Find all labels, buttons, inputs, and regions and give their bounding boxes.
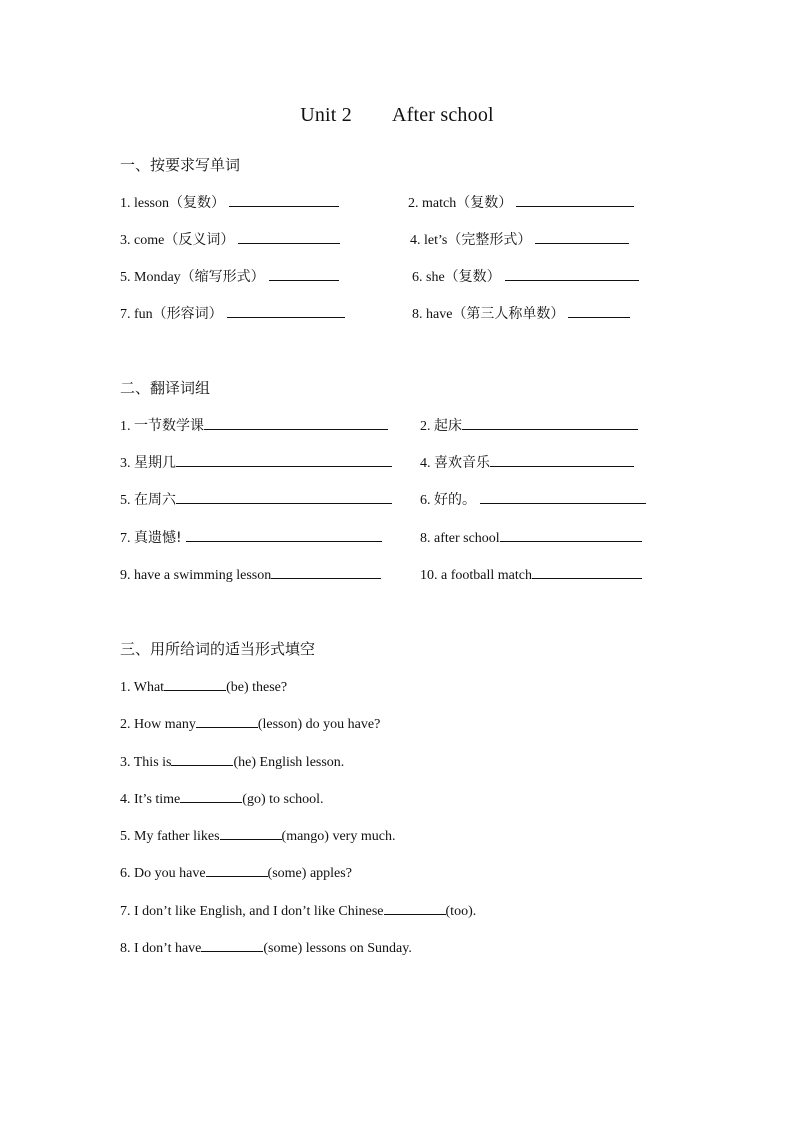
answer-blank[interactable] xyxy=(516,192,634,207)
answer-blank[interactable] xyxy=(480,489,646,504)
answer-blank[interactable] xyxy=(269,266,339,281)
answer-blank[interactable] xyxy=(180,788,242,803)
s3-item-7: 7. I don’t like English, and I don’t like Chinese (too). xyxy=(120,900,476,921)
s3-item-4: 4. It’s time (go) to school. xyxy=(120,788,324,809)
answer-blank[interactable] xyxy=(186,527,382,542)
s2-item-4: 4. 喜欢音乐 xyxy=(420,452,634,473)
s3-item-5: 5. My father likes (mango) very much. xyxy=(120,825,395,846)
answer-blank[interactable] xyxy=(462,415,638,430)
s2-item-5: 5. 在周六 xyxy=(120,489,392,510)
s2-item-2: 2. 起床 xyxy=(420,415,638,436)
s3-item-3: 3. This is (he) English lesson. xyxy=(120,751,344,772)
answer-blank[interactable] xyxy=(220,825,282,840)
s1-item-7: 7. fun（形容词） xyxy=(120,303,345,324)
s2-item-1: 1. 一节数学课 xyxy=(120,415,388,436)
answer-blank[interactable] xyxy=(500,527,642,542)
answer-blank[interactable] xyxy=(229,192,339,207)
s1-item-5: 5. Monday（缩写形式） xyxy=(120,266,339,287)
s1-item-1: 1. lesson（复数） xyxy=(120,192,339,213)
s2-item-7: 7. 真遗憾! xyxy=(120,527,382,548)
answer-blank[interactable] xyxy=(164,676,226,691)
s2-item-3: 3. 星期几 xyxy=(120,452,392,473)
answer-blank[interactable] xyxy=(206,862,268,877)
unit-number: Unit 2 xyxy=(300,104,352,126)
s3-item-2: 2. How many (lesson) do you have? xyxy=(120,713,380,734)
answer-blank[interactable] xyxy=(490,452,634,467)
s1-item-2: 2. match（复数） xyxy=(408,192,634,213)
unit-name: After school xyxy=(391,104,494,126)
s2-item-9: 9. have a swimming lesson xyxy=(120,564,381,585)
s3-item-6: 6. Do you have (some) apples? xyxy=(120,862,352,883)
answer-blank[interactable] xyxy=(568,303,630,318)
answer-blank[interactable] xyxy=(505,266,639,281)
section-3-heading: 三、用所给词的适当形式填空 xyxy=(120,640,316,658)
page-title xyxy=(0,104,794,127)
answer-blank[interactable] xyxy=(271,564,381,579)
answer-blank[interactable] xyxy=(171,751,233,766)
section-2-heading: 二、翻译词组 xyxy=(120,379,211,397)
s1-item-6: 6. she（复数） xyxy=(412,266,639,287)
answer-blank[interactable] xyxy=(176,489,392,504)
s2-item-8: 8. after school xyxy=(420,527,642,548)
s1-item-4: 4. let’s（完整形式） xyxy=(410,229,629,250)
answer-blank[interactable] xyxy=(384,900,446,915)
answer-blank[interactable] xyxy=(238,229,340,244)
s3-item-8: 8. I don’t have (some) lessons on Sunday. xyxy=(120,937,412,958)
answer-blank[interactable] xyxy=(196,713,258,728)
answer-blank[interactable] xyxy=(227,303,345,318)
answer-blank[interactable] xyxy=(204,415,388,430)
answer-blank[interactable] xyxy=(201,937,263,952)
section-1-heading: 一、按要求写单词 xyxy=(120,156,241,174)
s1-item-8: 8. have（第三人称单数） xyxy=(412,303,630,324)
s3-item-1: 1. What (be) these? xyxy=(120,676,287,697)
answer-blank[interactable] xyxy=(532,564,642,579)
s2-item-6: 6. 好的。 xyxy=(420,489,646,510)
answer-blank[interactable] xyxy=(535,229,629,244)
s2-item-10: 10. a football match xyxy=(420,564,642,585)
s1-item-3: 3. come（反义词） xyxy=(120,229,340,250)
answer-blank[interactable] xyxy=(176,452,392,467)
